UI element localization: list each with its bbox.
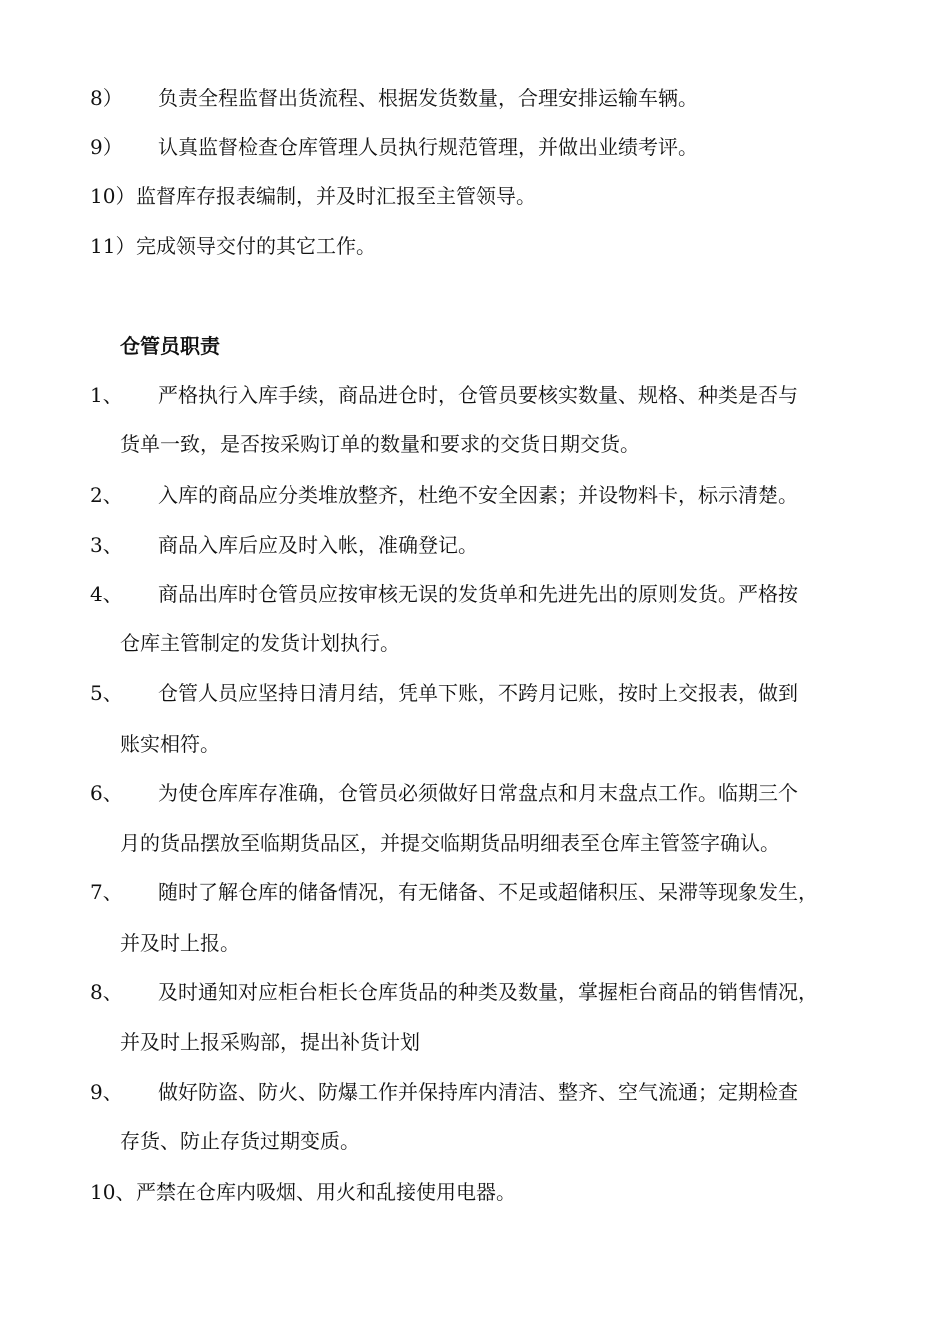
- duty-continuation: [0, 729, 950, 759]
- duty-text: 做好防盗、防火、防爆工作并保持库内清洁、整齐、空气流通；定期检查: [158, 1080, 798, 1104]
- duty-item: [0, 1077, 950, 1107]
- duty-item: [0, 530, 950, 560]
- duty-number: 3、: [90, 533, 123, 557]
- duty-text: 货单一致，是否按采购订单的数量和要求的交货日期交货。: [120, 432, 640, 456]
- duty-continuation: [0, 628, 950, 658]
- duty-text: 商品入库后应及时入帐，准确登记。: [158, 533, 478, 557]
- duty-item: [0, 579, 950, 609]
- duty-number: 9、: [90, 1080, 123, 1104]
- duty-item: [0, 480, 950, 510]
- duty-number: 4、: [90, 582, 123, 606]
- list-text: 负责全程监督出货流程、根据发货数量，合理安排运输车辆。: [158, 86, 698, 110]
- duty-continuation: [0, 1126, 950, 1156]
- duty-continuation: [0, 429, 950, 459]
- duty-text: 月的货品摆放至临期货品区，并提交临期货品明细表至仓库主管签字确认。: [120, 831, 780, 855]
- upper-list-item: [0, 83, 950, 113]
- list-text: 完成领导交付的其它工作。: [136, 234, 376, 258]
- duty-number: 1、: [90, 383, 123, 407]
- upper-list-item: [0, 231, 950, 261]
- duty-text: 商品出库时仓管员应按审核无误的发货单和先进先出的原则发货。严格按: [158, 582, 798, 606]
- duty-text: 随时了解仓库的储备情况，有无储备、不足或超储积压、呆滞等现象发生，: [158, 880, 818, 904]
- list-number: 8）: [90, 86, 123, 110]
- duty-item: [0, 380, 950, 410]
- duty-continuation: [0, 928, 950, 958]
- list-number: 11）: [90, 234, 136, 258]
- upper-list-item: [0, 181, 950, 211]
- duty-number: 7、: [90, 880, 123, 904]
- duty-text: 严格执行入库手续，商品进仓时，仓管员要核实数量、规格、种类是否与: [158, 383, 798, 407]
- duty-number: 10、: [90, 1180, 136, 1204]
- duty-text: 及时通知对应柜台柜长仓库货品的种类及数量，掌握柜台商品的销售情况，: [158, 980, 818, 1004]
- duty-continuation: [0, 1027, 950, 1057]
- duty-text: 账实相符。: [120, 732, 220, 756]
- duty-text: 并及时上报。: [120, 931, 240, 955]
- list-number: 9）: [90, 135, 123, 159]
- duty-text: 仓管人员应坚持日清月结，凭单下账，不跨月记账，按时上交报表，做到: [158, 681, 798, 705]
- duty-text: 严禁在仓库内吸烟、用火和乱接使用电器。: [136, 1180, 516, 1204]
- duty-item: [0, 678, 950, 708]
- list-text: 认真监督检查仓库管理人员执行规范管理，并做出业绩考评。: [158, 135, 698, 159]
- list-text: 监督库存报表编制，并及时汇报至主管领导。: [136, 184, 536, 208]
- duty-item: [0, 977, 950, 1007]
- list-number: 10）: [90, 184, 136, 208]
- section-title: 仓管员职责: [120, 334, 220, 358]
- duty-text: 并及时上报采购部，提出补货计划: [120, 1030, 420, 1054]
- duty-number: 6、: [90, 781, 123, 805]
- duty-number: 2、: [90, 483, 123, 507]
- duty-item: [0, 1177, 950, 1207]
- duty-text: 入库的商品应分类堆放整齐，杜绝不安全因素；并设物料卡，标示清楚。: [158, 483, 798, 507]
- duty-text: 仓库主管制定的发货计划执行。: [120, 631, 400, 655]
- duty-text: 存货、防止存货过期变质。: [120, 1129, 360, 1153]
- duty-continuation: [0, 828, 950, 858]
- duty-number: 8、: [90, 980, 123, 1004]
- duty-text: 为使仓库库存准确，仓管员必须做好日常盘点和月末盘点工作。临期三个: [158, 781, 798, 805]
- upper-list-item: [0, 132, 950, 162]
- duty-number: 5、: [90, 681, 123, 705]
- duty-item: [0, 778, 950, 808]
- duty-item: [0, 877, 950, 907]
